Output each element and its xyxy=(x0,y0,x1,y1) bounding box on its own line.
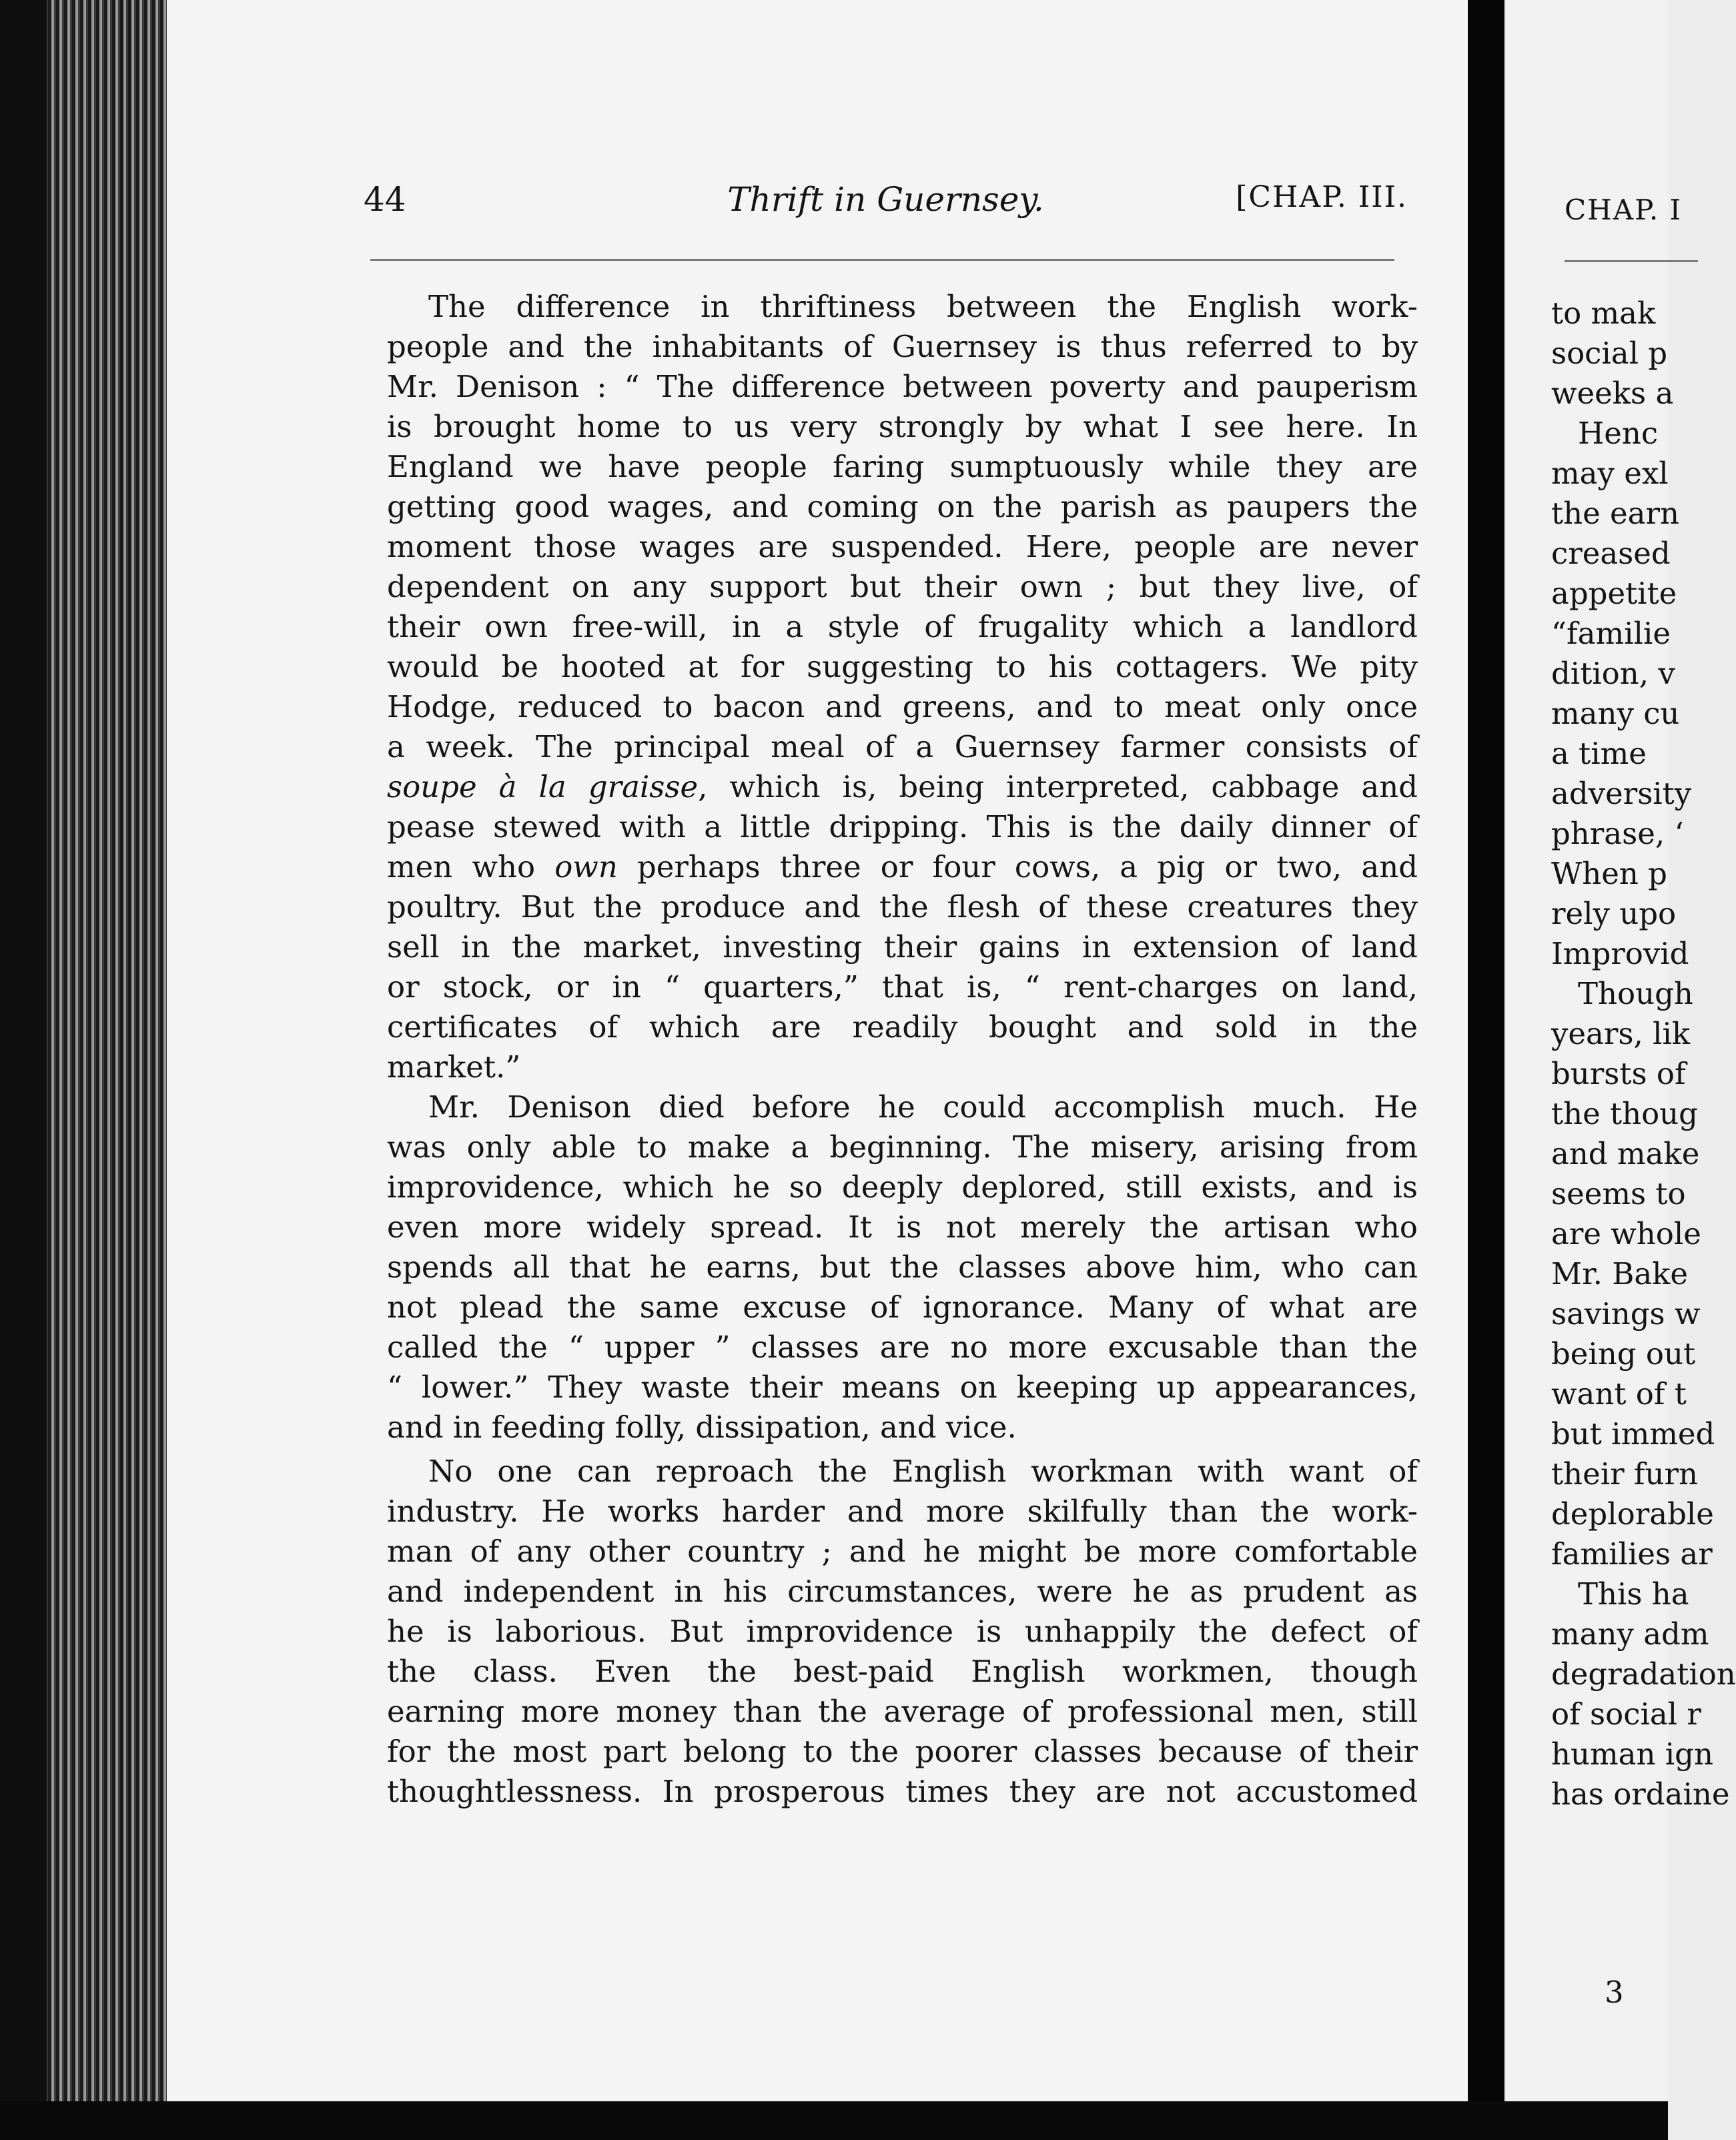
next-page-line: Mr. Bake xyxy=(1551,1256,1689,1291)
text-line: and independent in his circumstances, were he as prudent as xyxy=(387,1574,1418,1609)
next-page-line: human ign xyxy=(1551,1736,1713,1772)
next-page-line: the earn xyxy=(1551,496,1679,531)
next-page-line: When p xyxy=(1551,856,1667,891)
next-page-line: Henc xyxy=(1578,416,1659,451)
page-stack-edge xyxy=(0,0,167,2140)
text-line: pease stewed with a little dripping. This is the daily dinner of xyxy=(387,809,1418,845)
next-page-line: seems to xyxy=(1551,1176,1686,1211)
text-line: even more widely spread. It is not merely the artisan who xyxy=(387,1209,1418,1245)
text-line: man of any other country ; and he might be more comfortable xyxy=(387,1534,1418,1569)
page-number: 44 xyxy=(364,180,406,219)
next-page-line: want of t xyxy=(1551,1376,1687,1412)
text-line: “ lower.” They waste their means on keeping up appearances, xyxy=(387,1370,1418,1405)
next-page-line: may exl xyxy=(1551,456,1669,491)
text-line: Mr. Denison : “ The difference between poverty and pauperism xyxy=(387,369,1418,404)
text-line: for the most part belong to the poorer classes because of their xyxy=(387,1734,1418,1769)
next-page-rule xyxy=(1565,260,1698,262)
next-page-line: degradation xyxy=(1551,1656,1736,1692)
next-page-line: Improvid xyxy=(1551,936,1689,971)
text-line: Mr. Denison died before he could accomplish much. He xyxy=(428,1089,1418,1125)
text-line: people and the inhabitants of Guernsey is thus referred to by xyxy=(387,329,1418,364)
next-page-line: a time xyxy=(1551,736,1647,771)
next-page-line: are whole xyxy=(1551,1216,1701,1251)
text-line: dependent on any support but their own ; but they live, of xyxy=(387,569,1418,604)
next-page-line: appetite xyxy=(1551,576,1677,611)
text-line: moment those wages are suspended. Here, people are never xyxy=(387,529,1418,564)
text-line: No one can reproach the English workman with want of xyxy=(428,1454,1418,1489)
chapter-label: [CHAP. III. xyxy=(1236,180,1408,214)
text-line: called the “ upper ” classes are no more excusable than the xyxy=(387,1329,1418,1365)
next-page-line: rely upo xyxy=(1551,896,1677,931)
text-line: the class. Even the best-paid English workmen, though xyxy=(387,1654,1418,1689)
text-line: he is laborious. But improvidence is unhappily the defect of xyxy=(387,1614,1418,1649)
next-page-line: deplorable xyxy=(1551,1496,1714,1532)
next-page-line: being out xyxy=(1551,1336,1696,1372)
text-line: soupe à la graisse, which is, being interpreted, cabbage and xyxy=(387,769,1418,805)
next-page-line: their furn xyxy=(1551,1456,1699,1492)
next-page-line: has ordaine xyxy=(1551,1776,1730,1812)
running-title: Thrift in Guernsey. xyxy=(727,180,1044,219)
text-line: Hodge, reduced to bacon and greens, and to meat only once xyxy=(387,689,1418,724)
next-page-line: of social r xyxy=(1551,1696,1701,1732)
next-page-line: families ar xyxy=(1551,1536,1713,1572)
running-head xyxy=(364,180,1408,233)
text-line: industry. He works harder and more skilfully than the work- xyxy=(387,1494,1418,1529)
text-line: was only able to make a beginning. The misery, arising from xyxy=(387,1129,1418,1165)
next-page-line: many cu xyxy=(1551,696,1680,731)
next-page-line: creased xyxy=(1551,536,1671,571)
text-line: poultry. But the produce and the flesh of these creatures they xyxy=(387,889,1418,925)
next-page-text xyxy=(1551,294,1736,1814)
bottom-shadow xyxy=(0,2101,1668,2140)
next-page-line: “familie xyxy=(1551,616,1671,651)
text-line: certificates of which are readily bought and sold in the xyxy=(387,1009,1418,1045)
text-line: or stock, or in “ quarters,” that is, “ rent-charges on land, xyxy=(387,969,1418,1005)
next-page-line: phrase, ‘ xyxy=(1551,816,1684,851)
next-page-line: dition, v xyxy=(1551,656,1675,691)
text-line: spends all that he earns, but the classes above him, who can xyxy=(387,1249,1418,1285)
text-line: their own free-will, in a style of frugality which a landlord xyxy=(387,609,1418,644)
next-page-line: This ha xyxy=(1578,1576,1689,1612)
text-line: men who own perhaps three or four cows, a pig or two, and xyxy=(387,849,1418,885)
next-page-line: Though xyxy=(1578,976,1693,1011)
next-page-line: and make xyxy=(1551,1136,1700,1171)
header-rule xyxy=(370,259,1394,261)
next-page-line: savings w xyxy=(1551,1296,1701,1331)
next-page-line: years, lik xyxy=(1551,1016,1691,1051)
body-text xyxy=(387,287,1418,1812)
text-line: a week. The principal meal of a Guernsey farmer consists of xyxy=(387,729,1418,764)
next-page-line: weeks a xyxy=(1551,376,1674,411)
next-page-line: the thoug xyxy=(1551,1096,1698,1131)
text-line: thoughtlessness. In prosperous times they are not accustomed xyxy=(387,1774,1418,1809)
next-page-line: many adm xyxy=(1551,1616,1709,1652)
text-line: The difference in thriftiness between the English work- xyxy=(428,289,1418,324)
text-line: sell in the market, investing their gains in extension of land xyxy=(387,929,1418,965)
next-page-line: social p xyxy=(1551,336,1668,371)
next-page-line: but immed xyxy=(1551,1416,1715,1452)
text-line: earning more money than the average of professional men, still xyxy=(387,1694,1418,1729)
text-line: would be hooted at for suggesting to his cottagers. We pity xyxy=(387,649,1418,684)
signature-mark: 3 xyxy=(1605,1975,1624,2010)
next-page-line: bursts of xyxy=(1551,1056,1686,1091)
text-line: not plead the same excuse of ignorance. Many of what are xyxy=(387,1289,1418,1325)
next-page-line: adversity xyxy=(1551,776,1692,811)
next-page-fragment xyxy=(1504,0,1736,2140)
next-page-running-head: CHAP. I xyxy=(1565,193,1683,226)
text-line: is brought home to us very strongly by what I see here. In xyxy=(387,409,1418,444)
text-line: England we have people faring sumptuously while they are xyxy=(387,449,1418,484)
book-gutter xyxy=(1468,0,1504,2140)
text-line: getting good wages, and coming on the parish as paupers the xyxy=(387,489,1418,524)
text-line: improvidence, which he so deeply deplored, still exists, and is xyxy=(387,1169,1418,1205)
text-line: and in feeding folly, dissipation, and vice. xyxy=(387,1410,1017,1445)
text-line: market.” xyxy=(387,1049,521,1085)
next-page-line: to mak xyxy=(1551,296,1656,331)
